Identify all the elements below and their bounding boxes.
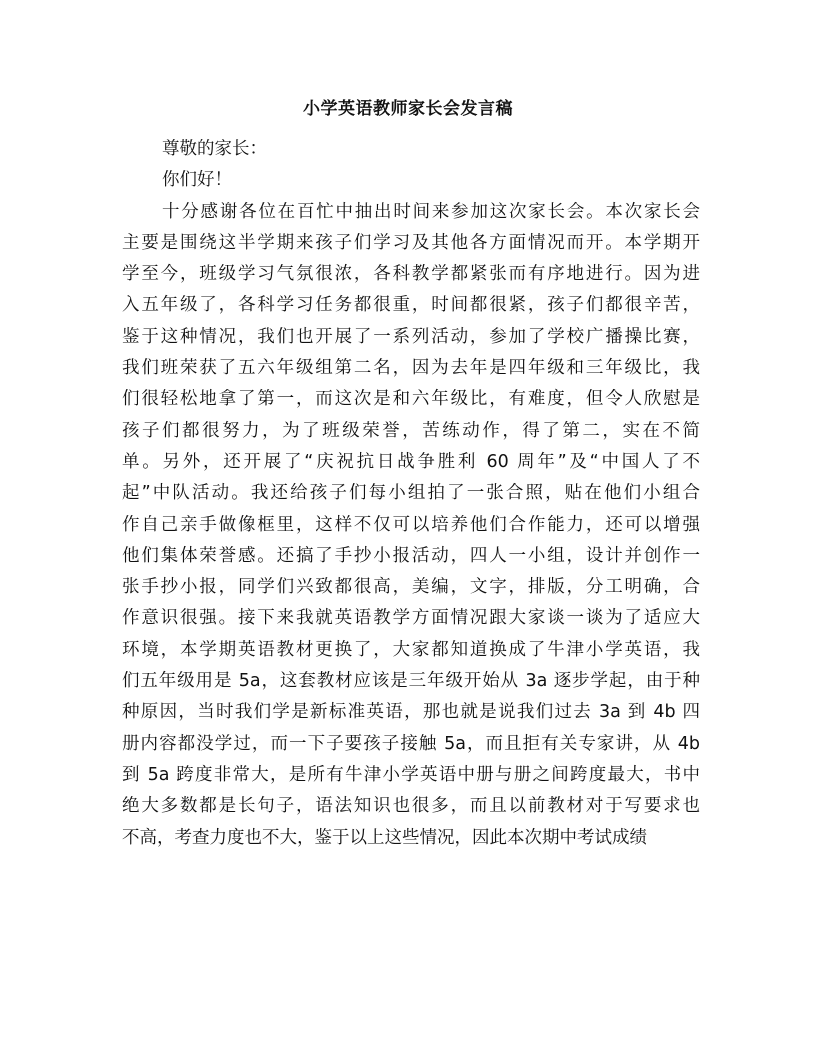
paragraph-line-11: 作自己亲手做像框里，这样不仅可以培养他们合作能力，还可以增强 [122,514,700,535]
paragraph-line-17: 种原因，当时我们学是新标准英语，那也就是说我们过去 3a 到 4b 四 [122,702,700,723]
paragraph-line-10: 起”中队活动。我还给孩子们每小组拍了一张合照，贴在他们小组合 [122,483,700,504]
paragraph-line-14: 作意识很强。接下来我就英语教学方面情况跟大家谈一谈为了适应大 [122,608,700,629]
paragraph-line-16: 们五年级用是 5a，这套教材应该是三年级开始从 3a 逐步学起，由于种 [122,671,700,692]
paragraph-line-5: 鉴于这种情况，我们也开展了一系列活动，参加了学校广播操比赛， [122,326,700,347]
paragraph-line-13: 张手抄小报，同学们兴致都很高，美编，文字，排版，分工明确，合 [122,577,700,598]
greeting: 你们好！ [162,170,232,191]
paragraph-line-19: 到 5a 跨度非常大，是所有牛津小学英语中册与册之间跨度最大，书中 [122,764,700,785]
paragraph-line-4: 入五年级了，各科学习任务都很重，时间都很紧，孩子们都很辛苦， [122,295,700,316]
paragraph-line-1: 十分感谢各位在百忙中抽出时间来参加这次家长会。本次家长会 [162,201,700,222]
document-body [122,134,700,854]
paragraph-line-8: 孩子们都很努力，为了班级荣誉，苦练动作，得了第二，实在不简 [122,420,700,441]
paragraph-line-9: 单。另外，还开展了“庆祝抗日战争胜利 60 周年”及“中国人了不 [122,451,700,472]
main-paragraph [122,197,700,854]
document-title: 小学英语教师家长会发言稿 [303,99,513,119]
paragraph-line-12: 他们集体荣誉感。还搞了手抄小报活动，四人一小组，设计并创作一 [122,545,700,566]
paragraph-line-7: 们很轻松地拿了第一，而这次是和六年级比，有难度，但令人欣慰是 [122,389,700,410]
paragraph-line-20: 绝大多数都是长句子，语法知识也很多，而且以前教材对于写要求也 [122,796,700,817]
paragraph-line-3: 学至今，班级学习气氛很浓，各科教学都紧张而有序地进行。因为进 [122,264,700,285]
paragraph-line-21: 不高，考查力度也不大，鉴于以上这些情况，因此本次期中考试成绩 [122,827,647,848]
paragraph-line-15: 环境，本学期英语教材更换了，大家都知道换成了牛津小学英语，我 [122,639,700,660]
salutation: 尊敬的家长： [162,139,267,159]
paragraph-line-6: 我们班荣获了五六年级组第二名，因为去年是四年级和三年级比，我 [122,358,700,379]
paragraph-line-2: 主要是围绕这半学期来孩子们学习及其他各方面情况而开。本学期开 [122,232,700,253]
paragraph-line-18: 册内容都没学过，而一下子要孩子接触 5a，而且拒有关专家讲，从 4b [122,733,700,754]
